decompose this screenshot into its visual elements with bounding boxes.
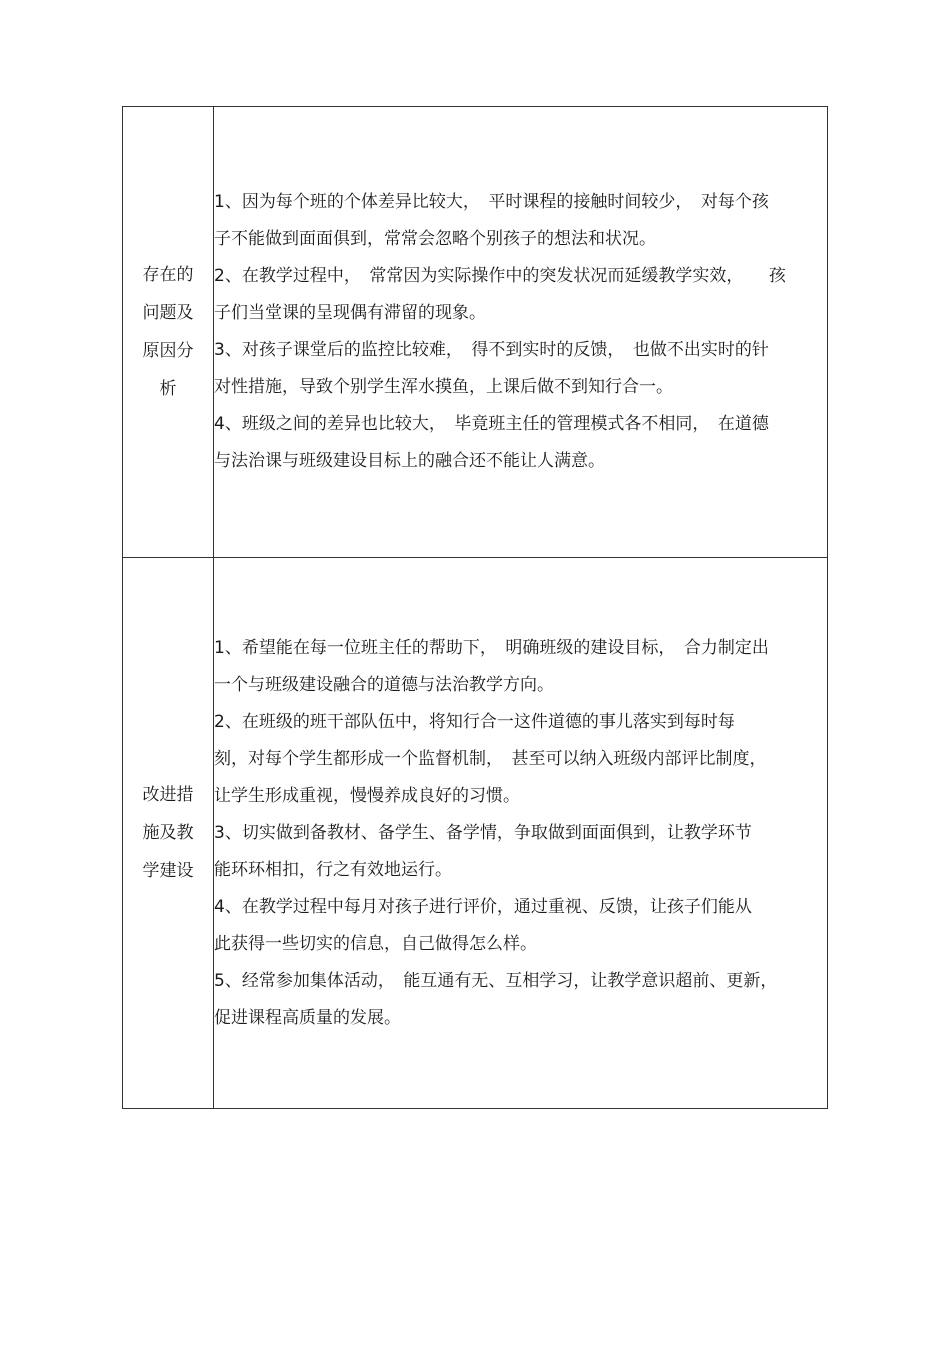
- improvement-item-5: [214, 963, 827, 1037]
- text-line: 2、在班级的班干部队伍中，将知行合一这件道德的事儿落实到每时每: [214, 711, 735, 732]
- text-line: 3、切实做到备教材、备学生、备学情，争取做到面面俱到，让教学环节: [214, 822, 752, 843]
- problem-item-3: [214, 332, 827, 406]
- problem-item-4: [214, 406, 827, 480]
- improvements-row: [123, 558, 828, 1109]
- text-line: 2、在教学过程中， 常常因为实际操作中的突发状况而延缓教学实效， 孩: [214, 266, 786, 286]
- improvement-item-2: [214, 704, 827, 815]
- text-line: 3、对孩子课堂后的监控比较难， 得不到实时的反馈， 也做不出实时的针: [214, 340, 769, 360]
- text-line: 子们当堂课的呈现偶有滞留的现象。: [214, 303, 486, 323]
- problem-item-1: [214, 184, 827, 258]
- problems-row: [123, 107, 828, 558]
- report-table: [122, 106, 828, 1109]
- text-line: 4、在教学过程中每月对孩子进行评价，通过重视、反馈，让孩子们能从: [214, 896, 752, 917]
- text-line: 1、因为每个班的个体差异比较大， 平时课程的接触时间较少， 对每个孩: [214, 192, 769, 212]
- improvements-content-cell: [214, 558, 828, 1109]
- improvements-label-line: 改进措: [142, 785, 194, 805]
- improvements-label-line: 学建设: [142, 861, 194, 881]
- problems-label-line: 原因分: [142, 341, 194, 361]
- text-line: 对性措施，导致个别学生浑水摸鱼，上课后做不到知行合一。: [214, 377, 673, 397]
- text-line: 此获得一些切实的信息，自己做得怎么样。: [214, 933, 537, 954]
- text-line: 与法治课与班级建设目标上的融合还不能让人满意。: [214, 451, 605, 471]
- problems-content-cell: [214, 107, 828, 558]
- problems-label-line: 存在的: [142, 265, 194, 285]
- text-line: 能环环相扣，行之有效地运行。: [214, 859, 452, 880]
- improvements-label-line: 施及教: [142, 823, 194, 843]
- improvement-item-1: [214, 630, 827, 704]
- text-line: 促进课程高质量的发展。: [214, 1007, 401, 1028]
- text-line: 1、希望能在每一位班主任的帮助下， 明确班级的建设目标， 合力制定出: [214, 637, 769, 658]
- problems-label-line: 问题及: [142, 303, 194, 323]
- text-line: 刻，对每个学生都形成一个监督机制， 甚至可以纳入班级内部评比制度，: [214, 748, 767, 769]
- text-line: 一个与班级建设融合的道德与法治教学方向。: [214, 674, 554, 695]
- text-line: 5、经常参加集体活动， 能互通有无、互相学习，让教学意识超前、更新，: [214, 970, 778, 991]
- problems-label-cell: [123, 107, 214, 558]
- problem-item-2: [214, 258, 827, 332]
- improvements-label-cell: [123, 558, 214, 1109]
- improvement-item-3: [214, 815, 827, 889]
- text-line: 4、班级之间的差异也比较大， 毕竟班主任的管理模式各不相同， 在道德: [214, 414, 769, 434]
- text-line: 子不能做到面面俱到，常常会忽略个别孩子的想法和状况。: [214, 229, 656, 249]
- text-line: 让学生形成重视，慢慢养成良好的习惯。: [214, 785, 520, 806]
- improvement-item-4: [214, 889, 827, 963]
- problems-label-line: 析: [159, 379, 177, 399]
